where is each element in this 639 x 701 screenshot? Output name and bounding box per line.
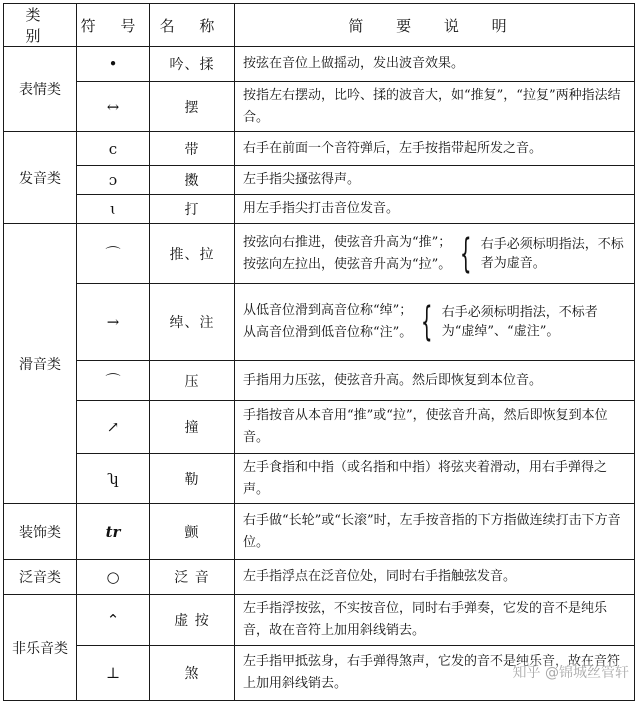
table-row <box>4 504 635 560</box>
table-row <box>4 454 635 504</box>
name-cell: 摆 <box>150 82 235 132</box>
symbol-cell: ⌃ <box>77 595 150 646</box>
desc-cell: 左手指浮按弦，不实按音位，同时右手弹奏，它发的音不是纯乐音，故在音符上加用斜线销去。 <box>235 595 635 646</box>
category-huayin: 滑音类 <box>4 224 77 504</box>
header-name: 名 称 <box>150 4 235 47</box>
name-cell: 擞 <box>150 166 235 195</box>
table-row <box>4 560 635 595</box>
name-cell: 绰、注 <box>150 284 235 361</box>
name-cell: 带 <box>150 132 235 166</box>
table-row <box>4 132 635 166</box>
desc-cell: 左手指尖搔弦得声。 <box>235 166 635 195</box>
header-description: 简 要 说 明 <box>235 4 635 47</box>
table-row <box>4 361 635 401</box>
desc-note: 右手必须标明指法，不标者为“虚绰”、“虚注”。 <box>441 305 598 339</box>
symbol-cell: tr <box>77 504 150 560</box>
desc-cell: 左手食指和中指（或名指和中指）将弦夹着滑动，用右手弹得之声。 <box>235 454 635 504</box>
desc-line: 按弦向右推进，使弦音升高为“推”； <box>243 234 452 250</box>
desc-cell: 右手在前面一个音符弹后，左手按指带起所发之音。 <box>235 132 635 166</box>
fingering-symbol-table <box>3 3 635 701</box>
desc-cell: 右手做“长轮”或“长滚”时，左手按音指的下方指做连续打击下方音位。 <box>235 504 635 560</box>
table-row <box>4 224 635 284</box>
desc-cell: 用左手指尖打击音位发音。 <box>235 195 635 224</box>
symbol-cell: ʮ <box>77 454 150 504</box>
desc-cell <box>235 284 635 361</box>
symbol-cell: ⊥ <box>77 646 150 701</box>
brace-icon: { <box>421 299 433 345</box>
symbol-cell: • <box>77 47 150 82</box>
desc-note: 右手必须标明指法，不标者为虚音。 <box>480 236 624 271</box>
table-header-row <box>4 4 635 47</box>
symbol-cell: ↗ <box>77 401 150 454</box>
table-row <box>4 195 635 224</box>
desc-line: 从高音位滑到低音位称“注”。 <box>243 325 413 340</box>
name-cell: 煞 <box>150 646 235 701</box>
desc-cell: 左手指甲抵弦身，右手弹得煞声，它发的音不是纯乐音，故在音符上加用斜线销去。 <box>235 646 635 701</box>
name-cell: 勒 <box>150 454 235 504</box>
table-row <box>4 284 635 361</box>
symbol-cell: ⌒ <box>77 361 150 401</box>
category-feiyue: 非乐音类 <box>4 595 77 701</box>
watermark: 知乎 @锦城丝管轩 <box>513 662 629 682</box>
category-zhuangshi: 装饰类 <box>4 504 77 560</box>
table-row <box>4 82 635 132</box>
name-cell: 虚 按 <box>150 595 235 646</box>
table-row <box>4 595 635 646</box>
desc-cell <box>235 224 635 284</box>
category-fayin: 发音类 <box>4 132 77 224</box>
symbol-cell: ⌒ <box>77 224 150 284</box>
table-row <box>4 166 635 195</box>
name-cell: 颤 <box>150 504 235 560</box>
header-symbol: 符 号 <box>77 4 150 47</box>
name-cell: 吟、揉 <box>150 47 235 82</box>
desc-cell: 按弦在音位上做摇动，发出波音效果。 <box>235 47 635 82</box>
desc-cell: 左手指浮点在泛音位处，同时右手指触弦发音。 <box>235 560 635 595</box>
desc-cell: 手指用力压弦，使弦音升高。然后即恢复到本位音。 <box>235 361 635 401</box>
desc-line: 按弦向左拉出，使弦音升高为“拉”。 <box>243 256 452 272</box>
header-category: 类 别 <box>4 4 77 47</box>
symbol-cell: ɔ <box>77 166 150 195</box>
name-cell: 泛 音 <box>150 560 235 595</box>
symbol-cell: ○ <box>77 560 150 595</box>
name-cell: 压 <box>150 361 235 401</box>
desc-line: 从低音位滑到高音位称“绰”； <box>243 303 413 318</box>
brace-icon: { <box>460 230 472 277</box>
desc-cell: 手指按音从本音用“推”或“拉”，使弦音升高，然后即恢复到本位音。 <box>235 401 635 454</box>
symbol-cell: ↔ <box>77 82 150 132</box>
name-cell: 撞 <box>150 401 235 454</box>
name-cell: 打 <box>150 195 235 224</box>
name-cell: 推、拉 <box>150 224 235 284</box>
symbol-cell: ɩ <box>77 195 150 224</box>
category-fanyin: 泛音类 <box>4 560 77 595</box>
table-row <box>4 401 635 454</box>
symbol-cell: c <box>77 132 150 166</box>
symbol-cell: → <box>77 284 150 361</box>
table-row <box>4 47 635 82</box>
category-biaoqing: 表情类 <box>4 47 77 132</box>
desc-cell: 按指左右摆动，比吟、揉的波音大，如“推复”，“拉复”两种指法结合。 <box>235 82 635 132</box>
